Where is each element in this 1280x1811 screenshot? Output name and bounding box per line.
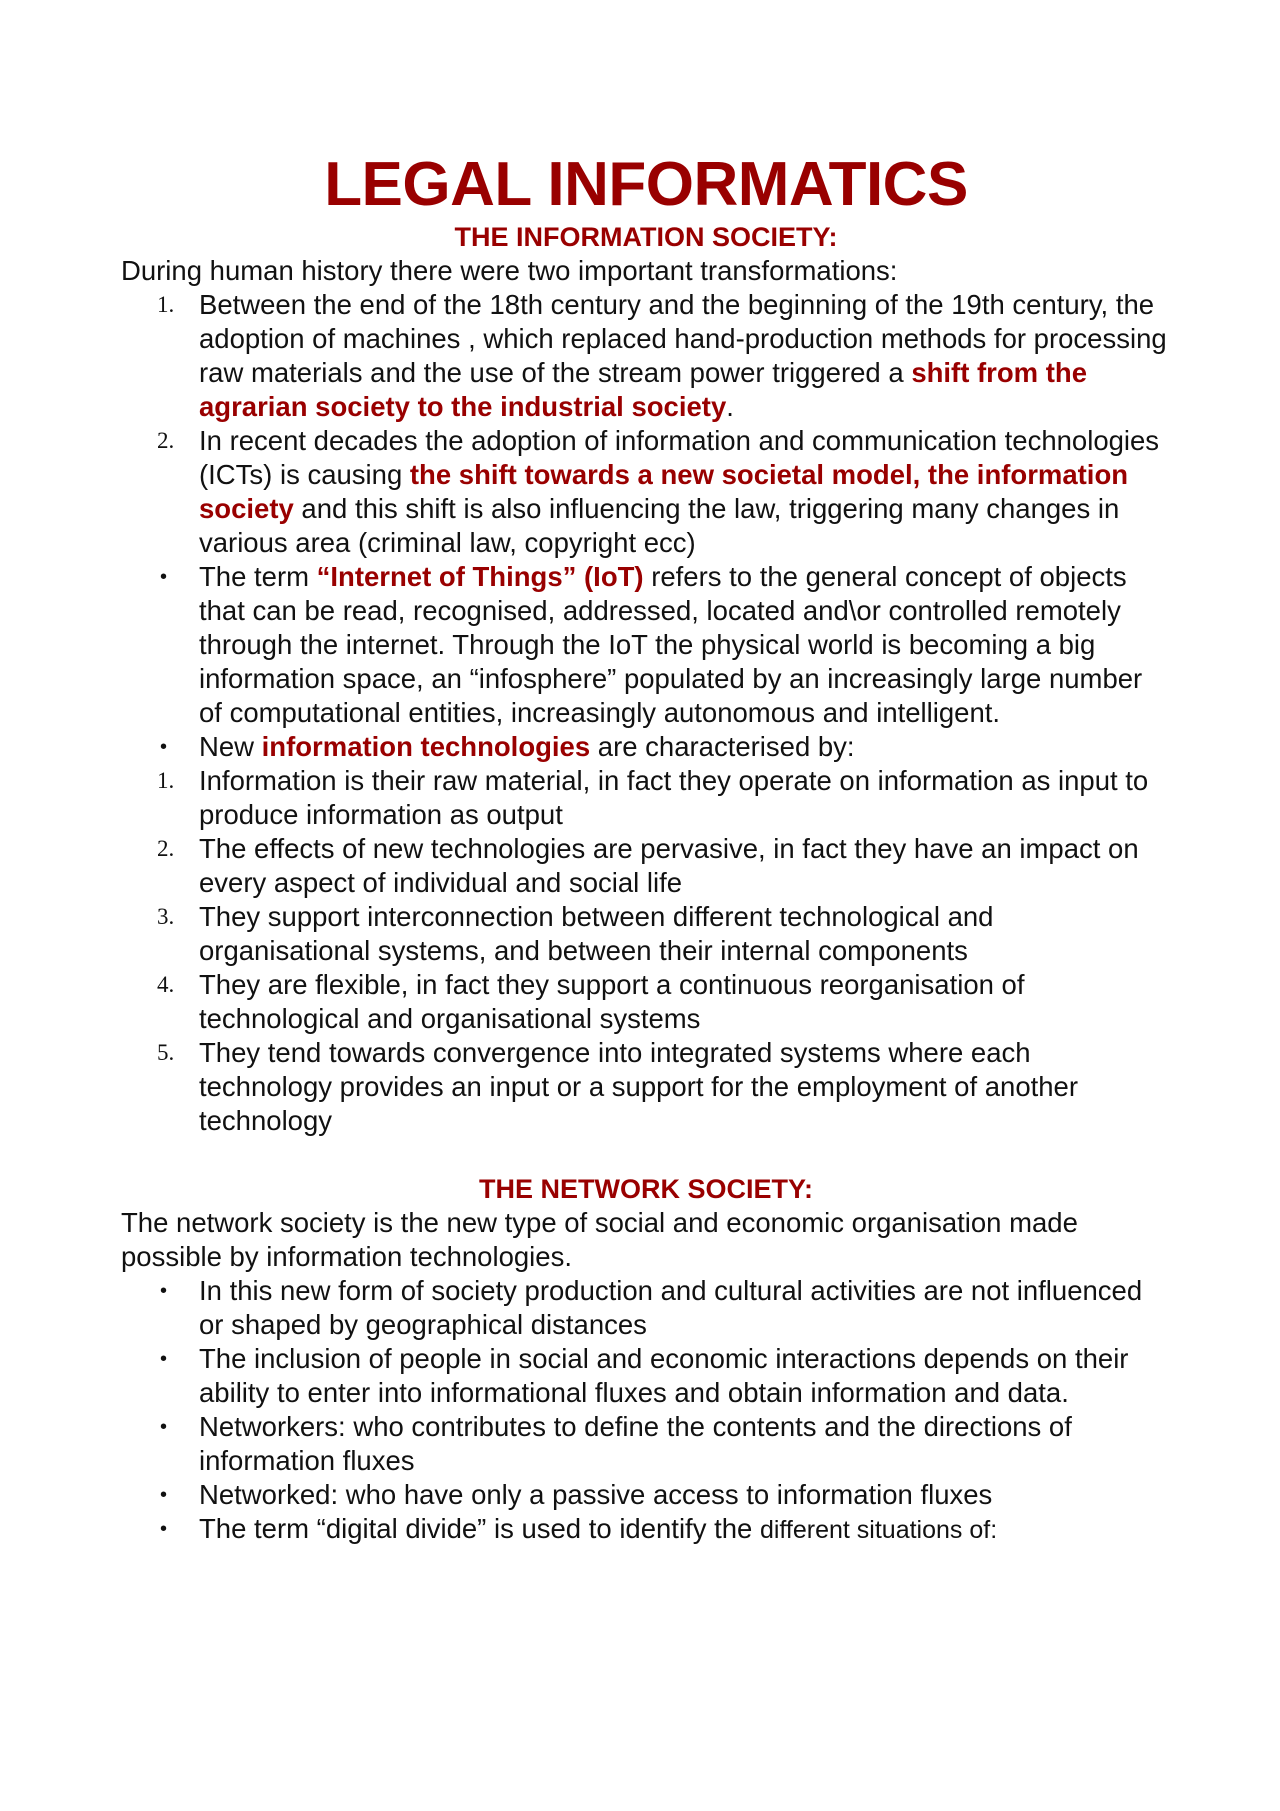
list-information-society: [121, 288, 1171, 1138]
highlighted-text: “Internet of Things” (IoT): [316, 561, 644, 592]
section-intro: The network society is the new type of social and economic organisation made possible by information technologies.: [121, 1207, 1078, 1272]
section-heading-information-society: THE INFORMATION SOCIETY:: [454, 222, 838, 252]
text-segment: In this new form of society production and cultural activities are not influenced or shaped by geographical distances: [199, 1275, 1143, 1340]
list-item: [121, 1274, 1171, 1342]
list-item: [121, 560, 1171, 730]
list-item: [121, 730, 1171, 764]
bullet-icon: •: [160, 1518, 168, 1540]
highlighted-text: information technologies: [261, 731, 591, 762]
text-segment: and this shift is also influencing the law, triggering many changes in various area (criminal law, copyright ecc): [199, 493, 1120, 558]
text-segment: The inclusion of people in social and economic interactions depends on their ability to enter into informational fluxes and obtain information and data.: [199, 1343, 1129, 1408]
text-segment: refers to the general concept of objects that can be read, recognised, addressed, located and\or controlled remotely through the internet. Through the IoT the physical world is becoming a big information space, an “infosphere” populated by an increasingly large number of computational entities, increasingly autonomous and intelligent.: [199, 561, 1143, 728]
blank-line: [121, 1138, 1171, 1172]
list-item: [121, 968, 1171, 1036]
text-segment: .: [726, 391, 734, 422]
text-segment: are characterised by:: [590, 731, 855, 762]
bullet-icon: •: [160, 1484, 168, 1506]
bullet-icon: •: [160, 1280, 168, 1302]
list-item: [121, 424, 1171, 560]
text-segment: The term: [199, 561, 317, 592]
highlighted-text: the shift towards a new societal model, the information society: [199, 459, 1129, 524]
text-segment: Information is their raw material, in fact they operate on information as input to produce information as output: [199, 765, 1149, 830]
text-segment: They support interconnection between different technological and organisational systems, and between their internal components: [199, 901, 994, 966]
document-page: [121, 150, 1171, 1547]
list-item: [121, 1512, 1171, 1547]
section-intro: During human history there were two important transformations:: [121, 255, 898, 286]
list-number: 1.: [157, 292, 175, 317]
list-number: 3.: [157, 904, 175, 929]
list-number: 1.: [157, 768, 175, 793]
text-segment: They tend towards convergence into integrated systems where each technology provides an input or a support for the employment of another technology: [199, 1037, 1079, 1136]
bullet-icon: •: [160, 736, 168, 758]
list-number: 2.: [157, 836, 175, 861]
list-item: [121, 288, 1171, 424]
list-network-society: [121, 1274, 1171, 1547]
list-item: [121, 764, 1171, 832]
text-segment: Networked: who have only a passive access to information fluxes: [199, 1479, 993, 1510]
bullet-icon: •: [160, 1348, 168, 1370]
text-segment: The term “digital divide” is used to identify the: [199, 1513, 760, 1544]
bullet-icon: •: [160, 1416, 168, 1438]
list-item: [121, 1410, 1171, 1478]
highlighted-text: shift from the agrarian society to the industrial society: [199, 357, 1088, 422]
text-segment: They are flexible, in fact they support a continuous reorganisation of technological and organisational systems: [199, 969, 1025, 1034]
section-heading-network-society: THE NETWORK SOCIETY:: [479, 1174, 813, 1204]
text-segment: In recent decades the adoption of information and communication technologies (ICTs) is causing: [199, 425, 1160, 490]
list-item: [121, 832, 1171, 900]
list-item: [121, 1036, 1171, 1138]
list-item: [121, 900, 1171, 968]
text-segment: The effects of new technologies are pervasive, in fact they have an impact on every aspect of individual and social life: [199, 833, 1139, 898]
text-segment: Between the end of the 18th century and the beginning of the 19th century, the adoption of machines , which replaced hand-production methods for processing raw materials and the use of the stream power triggered a: [199, 289, 1167, 388]
list-number: 4.: [157, 972, 175, 997]
list-number: 5.: [157, 1040, 175, 1065]
list-item: [121, 1342, 1171, 1410]
document-title: LEGAL INFORMATICS: [324, 150, 968, 219]
text-segment: Networkers: who contributes to define the contents and the directions of information fluxes: [199, 1411, 1072, 1476]
list-number: 2.: [157, 428, 175, 453]
text-segment: different situations of:: [759, 1516, 998, 1544]
list-item: [121, 1478, 1171, 1512]
text-segment: New: [199, 731, 262, 762]
bullet-icon: •: [160, 566, 168, 588]
